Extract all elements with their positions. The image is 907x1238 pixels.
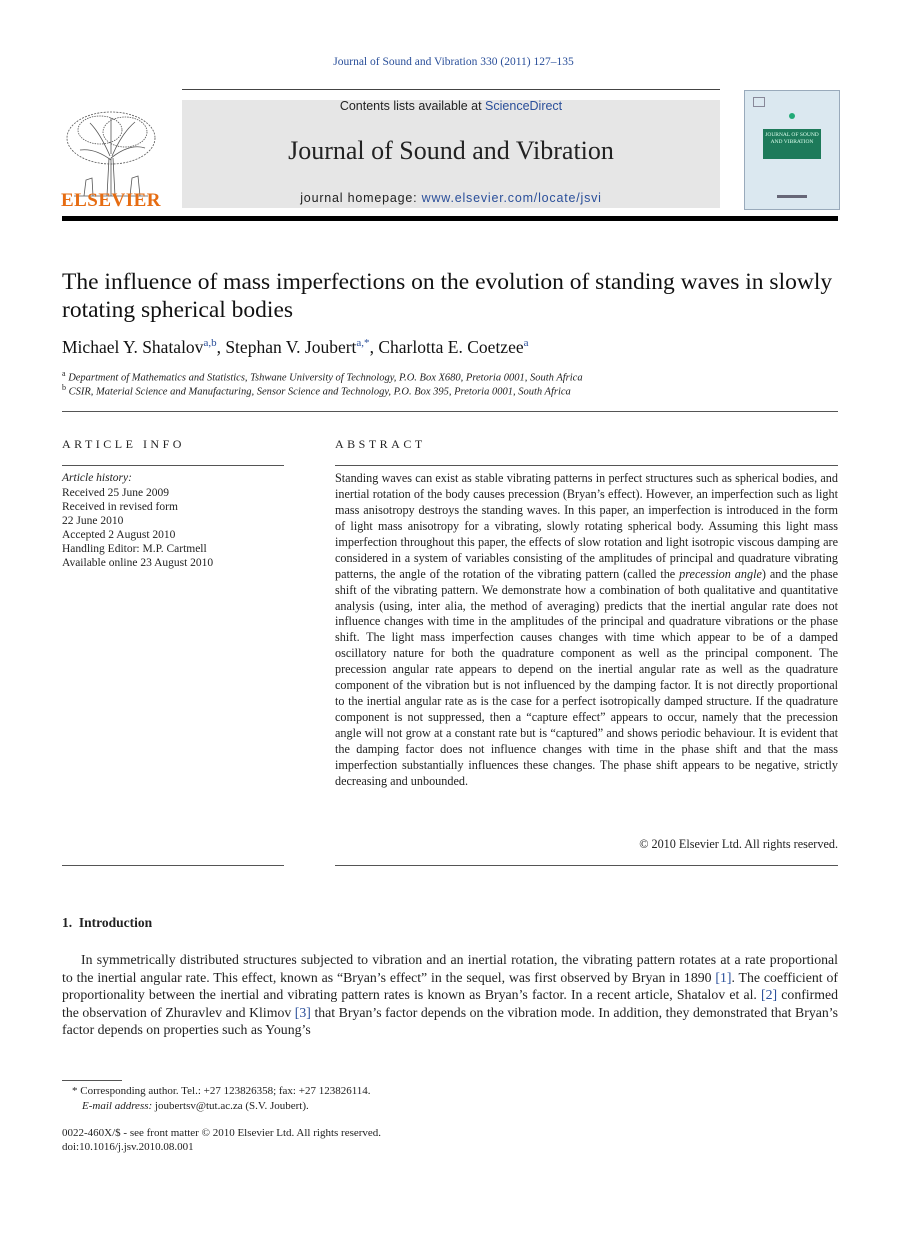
author-1[interactable]: Michael Y. Shatalov	[62, 337, 204, 357]
author-3-affil[interactable]: a	[523, 337, 529, 350]
author-sep-2: ,	[369, 337, 379, 357]
abstract-part-2: ) and the phase shift of the vibrating pattern. We demonstrate how a combination of both qualitative and quantitative analysis (using, inter alia, the method of averaging) predicts that the inertial angular rate does not influence changes with time in the amplitudes of the principal and quadrature vibrations or the phase shift. The light mass imperfection causes changes with time which appear to be of a damped oscillatory nature for both the quadrature component as well as the principal component. The precession angular rate appears to depend on the inertial angular rate as well as the quadrature component of the vibration but is not influenced by the damping factor. It is not directly proportional to the inertial angular rate as is the case for a perfect isotropically damped structure. If the quadrature component is not suppressed, then a “capture effect” appears to occur, namely that the precession angle will not grow at a constant rate but is “captured” and shows periodic behaviour. It is evident that the damping factor does not influence changes with time in the phase shift and that the mass imperfection substantially influences these changes. The phase shift appears to be negative, strictly decreasing and unbounded.	[335, 566, 839, 788]
abstract-text	[335, 471, 838, 790]
history-line-4: Accepted 2 August 2010	[62, 528, 176, 541]
affiliation-b	[62, 383, 842, 398]
history-line-5: Handling Editor: M.P. Cartmell	[62, 543, 207, 555]
issn-line: 0022-460X/$ - see front matter © 2010 Elsevier Ltd. All rights reserved.	[62, 1127, 382, 1139]
abstract-copyright: © 2010 Elsevier Ltd. All rights reserved.	[639, 837, 838, 851]
article-title: The influence of mass imperfections on the evolution of standing waves in slowly rotating spherical bodies	[62, 269, 833, 323]
article-info-rule	[62, 465, 284, 466]
affiliation-a	[62, 369, 842, 384]
history-label: Article history:	[62, 472, 132, 484]
affiliation-b-text: CSIR, Material Science and Manufacturing, Sensor Science and Technology, P.O. Box 395, Pretoria 0001, South Africa	[68, 386, 571, 398]
front-matter-rule	[62, 411, 838, 412]
ref-1-link[interactable]: [1]	[715, 969, 732, 985]
homepage-line	[182, 191, 720, 205]
journal-cover-thumbnail[interactable]	[744, 90, 840, 210]
corresponding-author-note: * Corresponding author. Tel.: +27 123826358; fax: +27 123826114.	[72, 1085, 371, 1097]
history-line-3: 22 June 2010	[62, 514, 124, 527]
intro-text-1: In symmetrically distributed structures subjected to vibration and an inertial rotation, the vibrating pattern rotates at a rate proportional to the inertial angular rate. This effect, known as “Bryan’s effect” in the sequel, was first observed by Bryan in 1890	[62, 952, 838, 985]
author-2[interactable]: Stephan V. Joubert	[225, 337, 357, 357]
journal-citation[interactable]: Journal of Sound and Vibration 330 (2011) 127–135	[333, 56, 574, 68]
doi-line[interactable]: doi:10.1016/j.jsv.2010.08.001	[62, 1141, 194, 1153]
author-1-affil[interactable]: a,b	[203, 337, 217, 350]
affiliation-a-text: Department of Mathematics and Statistics, Tshwane University of Technology, P.O. Box X680, Pretoria 0001, South Africa	[68, 372, 583, 384]
abstract-heading: ABSTRACT	[335, 437, 426, 451]
ref-2-link[interactable]: [2]	[761, 987, 778, 1003]
journal-name: Journal of Sound and Vibration	[288, 136, 614, 165]
contents-prefix: Contents lists available at	[339, 99, 486, 113]
author-sep-1: ,	[216, 337, 226, 357]
history-line-6: Available online 23 August 2010	[62, 557, 214, 569]
article-info-bottom-rule	[62, 865, 284, 866]
header-thick-rule	[62, 216, 838, 221]
history-line-2: Received in revised form	[62, 500, 178, 513]
cover-badge-icon	[753, 97, 765, 107]
homepage-link[interactable]: www.elsevier.com/locate/jsvi	[421, 191, 602, 205]
author-3[interactable]: Charlotta E. Coetzee	[378, 337, 524, 357]
elsevier-wordmark: ELSEVIER	[60, 190, 162, 211]
intro-text-3: confirmed the observation of Zhuravlev and Klimov	[62, 987, 838, 1020]
affiliation-a-label: a	[62, 369, 66, 378]
intro-text-4: that Bryan’s factor depends on the vibration mode. In addition, they demonstrated that Bryan’s factor depends on properties such as Young’s	[62, 1004, 838, 1038]
banner-top-rule	[182, 89, 720, 90]
footnote-rule	[62, 1080, 122, 1081]
contents-line	[182, 99, 720, 113]
abstract-italic-term: precession angle	[679, 566, 762, 581]
abstract-bottom-rule	[335, 865, 838, 866]
introduction-text	[62, 951, 838, 1039]
article-info-heading: ARTICLE INFO	[62, 437, 185, 451]
abstract-part-1: Standing waves can exist as stable vibrating patterns in perfect structures such as spherical bodies, and inertial rotation of the body causes precession (Bryan’s effect). However, an imperfection such as light mass anisotropy destroys the standing waves. In this paper, an imperfection is introduced in the form of light mass anisotropy for a vibrating, slowly rotating spherical body. Assuming this light mass imperfection throughout this paper, the effects of slow rotation and light isotropic viscous damping are considered in a system of variables consisting of the amplitudes of principal and quadrature vibrating patterns, the angle of the rotation of the vibrating pattern (called the	[335, 471, 838, 581]
history-line-1: Received 25 June 2009	[62, 486, 169, 499]
sciencedirect-link[interactable]: ScienceDirect	[485, 99, 563, 113]
email-label: E-mail address:	[82, 1100, 153, 1112]
affiliation-b-label: b	[62, 383, 66, 392]
ref-3-link[interactable]: [3]	[294, 1004, 311, 1020]
abstract-rule	[335, 465, 838, 466]
cover-title: JOURNAL OF SOUND AND VIBRATION	[763, 129, 821, 159]
email-note	[82, 1099, 782, 1113]
introduction-heading: 1. Introduction	[62, 915, 153, 930]
cover-emblem-icon	[789, 113, 795, 119]
cover-publisher-mark	[777, 195, 807, 198]
homepage-prefix: journal homepage:	[300, 191, 422, 205]
author-2-affil[interactable]: a,*	[356, 337, 370, 350]
intro-text-2: . The coefficient of proportionality between the inertial and vibrating pattern rates is known as Bryan’s factor. In a recent article, Shatalov et al.	[62, 969, 838, 1003]
author-list	[62, 337, 842, 358]
email-address[interactable]: joubertsv@tut.ac.za (S.V. Joubert).	[152, 1100, 309, 1112]
